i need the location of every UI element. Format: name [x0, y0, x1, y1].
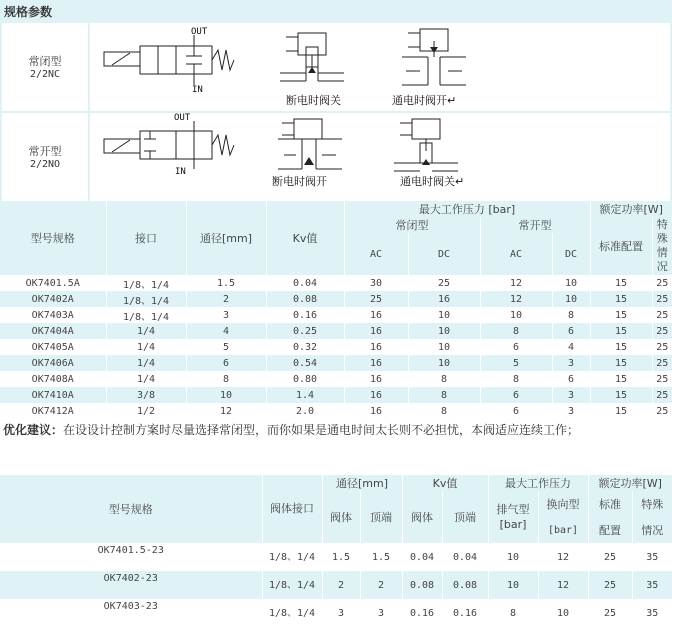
col-header-bar: [bar]	[538, 517, 588, 543]
table-cell: 15	[590, 339, 652, 355]
table-cell: 1/4	[106, 355, 186, 371]
table-cell: 6	[552, 323, 590, 339]
table-cell: 25	[652, 323, 672, 339]
note-label: 优化建议：	[3, 423, 64, 437]
table-cell: 12	[480, 291, 552, 307]
table-cell: 15	[590, 387, 652, 403]
table-row	[0, 599, 672, 627]
table-row	[0, 403, 672, 419]
table-cell: 10	[408, 339, 480, 355]
col-header-body-port: 阀体接口	[262, 475, 322, 543]
valve-type-code: 2/2NC	[29, 69, 61, 80]
table-cell: 1.5	[322, 543, 360, 571]
table-cell: 10	[552, 291, 590, 307]
table-cell: 1/4	[106, 323, 186, 339]
col-header-special-2: 情况	[632, 517, 672, 543]
table-cell: 1.5	[360, 543, 402, 571]
valve-type-name: 常开型	[28, 145, 62, 158]
table-cell: 12	[538, 543, 588, 571]
table-cell: OK7412A	[31, 405, 74, 417]
spec-table	[0, 201, 672, 419]
col-header-std: 标准	[588, 491, 632, 517]
col-header-bore: 通径[mm]	[322, 475, 402, 491]
col-header-std: 标准配置	[590, 217, 652, 275]
optimization-note	[3, 421, 579, 438]
table-cell: 10	[480, 307, 552, 323]
table-cell: 1/4	[106, 339, 186, 355]
table-cell: 6	[186, 355, 266, 371]
table-cell: 3	[186, 307, 266, 323]
col-header-kv: Kv值	[402, 475, 488, 491]
table-cell: 0.16	[266, 307, 344, 323]
table-cell: 0.32	[266, 339, 344, 355]
table-cell: OK7408A	[31, 373, 74, 385]
table-cell: 0.54	[266, 355, 344, 371]
caption-no-off: 断电时阀开	[272, 175, 327, 188]
table-cell: 3	[360, 599, 402, 627]
port-in-label: IN	[192, 85, 203, 95]
nc-energized-icon	[90, 23, 670, 111]
col-header-dc: DC	[408, 233, 480, 275]
table-cell: 25	[652, 307, 672, 323]
table-cell: OK7401.5A	[25, 277, 80, 289]
col-header-top: 顶端	[442, 491, 488, 543]
col-header-nc: 常闭型	[344, 217, 480, 233]
table-cell: 10	[408, 307, 480, 323]
table-cell: 15	[590, 355, 652, 371]
col-header-pressure: 最大工作压力	[488, 475, 588, 491]
table-cell: 15	[590, 307, 652, 323]
table-cell: 16	[344, 371, 408, 387]
table-cell: 8	[408, 387, 480, 403]
table-cell: OK7403A	[31, 309, 74, 321]
table-cell: 25	[652, 387, 672, 403]
table-cell: OK7403-23	[103, 601, 158, 612]
table-cell: 1.5	[186, 275, 266, 291]
table-cell: 12	[538, 571, 588, 599]
table-cell: 35	[632, 599, 672, 627]
col-header-body: 阀体	[322, 491, 360, 543]
table-cell: OK7402-23	[0, 571, 262, 599]
table-cell: 35	[632, 571, 672, 599]
table-cell: 25	[344, 291, 408, 307]
spec-table-23-body	[0, 543, 672, 627]
table-cell: 10	[538, 599, 588, 627]
table-row	[0, 543, 672, 571]
col-header-ac: AC	[344, 233, 408, 275]
table-cell: 25	[652, 355, 672, 371]
table-cell: 2	[322, 571, 360, 599]
table-cell: 2.0	[266, 403, 344, 419]
diagram-label-nc	[2, 23, 88, 111]
table-cell: 1.4	[266, 387, 344, 403]
table-row	[0, 355, 672, 371]
diagram-body-nc	[90, 23, 670, 111]
table-cell: 8	[552, 307, 590, 323]
table-cell: OK7404A	[0, 323, 106, 339]
table-cell: 15	[590, 403, 652, 419]
table-cell: 0.08	[442, 571, 488, 599]
table-cell: OK7406A	[0, 355, 106, 371]
table-cell: 16	[344, 403, 408, 419]
table-cell: 1/2	[106, 403, 186, 419]
table-cell: 0.04	[402, 543, 442, 571]
table-row	[0, 571, 672, 599]
table-row	[0, 275, 672, 291]
table-cell: 10	[186, 387, 266, 403]
port-out-label: OUT	[191, 27, 208, 37]
table-cell: 6	[480, 339, 552, 355]
diagram-row-nc	[2, 23, 670, 111]
table-cell: 8	[408, 403, 480, 419]
table-cell: 8	[480, 323, 552, 339]
table-cell: 25	[588, 543, 632, 571]
table-cell: 16	[344, 387, 408, 403]
table-cell: 1/8、1/4	[106, 307, 186, 323]
table-cell: 16	[408, 291, 480, 307]
table-cell: 1/8、1/4	[106, 291, 186, 307]
table-cell: 25	[588, 571, 632, 599]
caption-no-on: 通电时阀关↵	[400, 175, 465, 188]
table-cell: 10	[488, 571, 538, 599]
port-out-label: OUT	[174, 113, 191, 123]
table-cell: 0.16	[442, 599, 488, 627]
col-header-dc: DC	[552, 233, 590, 275]
table-cell: 1/8、1/4	[106, 275, 186, 291]
spec-table-23	[0, 475, 672, 627]
caption-nc-on: 通电时阀开↵	[392, 94, 457, 107]
table-row	[0, 307, 672, 323]
table-cell: 10	[408, 323, 480, 339]
table-cell: 0.04	[442, 543, 488, 571]
table-row	[0, 323, 672, 339]
table-cell: 4	[186, 323, 266, 339]
table-cell: 25	[652, 275, 672, 291]
col-header-power: 额定功率[W]	[590, 201, 672, 217]
table-cell: 16	[344, 355, 408, 371]
table-cell: 8	[408, 371, 480, 387]
table-cell: 16	[344, 323, 408, 339]
table-cell: 25	[652, 339, 672, 355]
table-cell: 0.08	[402, 571, 442, 599]
table-cell: 0.04	[266, 275, 344, 291]
table-cell: 0.25	[266, 323, 344, 339]
valve-type-code: 2/2NO	[29, 159, 61, 170]
table-cell: 10	[552, 275, 590, 291]
table-cell: 3	[552, 403, 590, 419]
table-row	[0, 371, 672, 387]
col-header-kv: Kv值	[266, 201, 344, 275]
col-header-bore: 通径[mm]	[186, 201, 266, 275]
table-cell: 3	[552, 355, 590, 371]
table-cell: 15	[590, 371, 652, 387]
diagram-body-no	[90, 113, 670, 201]
port-in-label: IN	[175, 167, 186, 177]
table-row	[0, 339, 672, 355]
table-cell: OK7410A	[0, 387, 106, 403]
col-header-body: 阀体	[402, 491, 442, 543]
table-cell: OK7405A	[31, 341, 74, 353]
table-cell: 8	[488, 599, 538, 627]
table-cell: 4	[552, 339, 590, 355]
table-cell: 1/4	[106, 371, 186, 387]
table-cell: 10	[408, 355, 480, 371]
table-cell: 35	[632, 543, 672, 571]
table-cell: 0.08	[266, 291, 344, 307]
table-cell: 0.16	[402, 599, 442, 627]
col-header-port: 接口	[106, 201, 186, 275]
table-cell: 15	[590, 275, 652, 291]
table-cell: 12	[186, 403, 266, 419]
table-cell: 3	[552, 387, 590, 403]
table-cell: 3/8	[106, 387, 186, 403]
table-cell: 6	[552, 371, 590, 387]
table-cell: 2	[186, 291, 266, 307]
col-header-special: 特殊	[632, 491, 672, 517]
col-header-pressure: 最大工作压力 [bar]	[344, 201, 590, 217]
table-cell: 10	[488, 543, 538, 571]
table-cell: 25	[652, 403, 672, 419]
section-title: 规格参数	[4, 5, 53, 19]
table-cell: 1/8、1/4	[262, 599, 322, 627]
table-cell: 25	[652, 371, 672, 387]
table-cell: 1/8、1/4	[262, 543, 322, 571]
table-cell: 3	[322, 599, 360, 627]
no-energized-icon	[90, 113, 670, 201]
col-header-model: 型号规格	[0, 475, 262, 543]
table-cell: 2	[360, 571, 402, 599]
table-cell: 15	[590, 323, 652, 339]
table-cell: 12	[480, 275, 552, 291]
col-header-top: 顶端	[360, 491, 402, 543]
table-cell: 25	[408, 275, 480, 291]
table-cell: 30	[344, 275, 408, 291]
table-cell: 5	[480, 355, 552, 371]
table-cell: OK7401.5-23	[97, 545, 164, 556]
col-header-no: 常开型	[480, 217, 590, 233]
col-header-power: 额定功率[W]	[588, 475, 672, 491]
col-header-model: 型号规格	[0, 201, 106, 275]
table-cell: 1/8、1/4	[262, 571, 322, 599]
table-cell: 25	[652, 291, 672, 307]
table-row	[0, 291, 672, 307]
table-cell: 8	[480, 371, 552, 387]
note-text: 在设设计控制方案时尽量选择常闭型，而你如果是通电时间太长则不必担忧，本阀适应连续工作；	[63, 423, 580, 437]
col-header-special: 特殊情况	[652, 217, 672, 275]
col-header-std-2: 配置	[588, 517, 632, 543]
table-cell: 16	[344, 339, 408, 355]
caption-nc-off: 断电时阀关	[286, 94, 341, 107]
table-cell: OK7402A	[0, 291, 106, 307]
diagram-row-no	[2, 113, 670, 201]
table-cell: 6	[480, 387, 552, 403]
col-header-exhaust: 排气型 [bar]	[488, 491, 538, 543]
diagram-panel	[0, 21, 672, 201]
table-row	[0, 387, 672, 403]
spec-table-body	[0, 275, 672, 419]
table-cell: 0.80	[266, 371, 344, 387]
table-cell: 8	[186, 371, 266, 387]
table-cell: 5	[186, 339, 266, 355]
col-header-ac: AC	[480, 233, 552, 275]
table-cell: 16	[344, 307, 408, 323]
valve-type-name: 常闭型	[28, 55, 62, 68]
table-cell: 25	[588, 599, 632, 627]
section-header	[0, 0, 672, 22]
table-cell: 15	[590, 291, 652, 307]
diagram-label-no	[2, 113, 88, 201]
table-cell: 6	[480, 403, 552, 419]
col-header-reversing: 换向型	[538, 491, 588, 517]
